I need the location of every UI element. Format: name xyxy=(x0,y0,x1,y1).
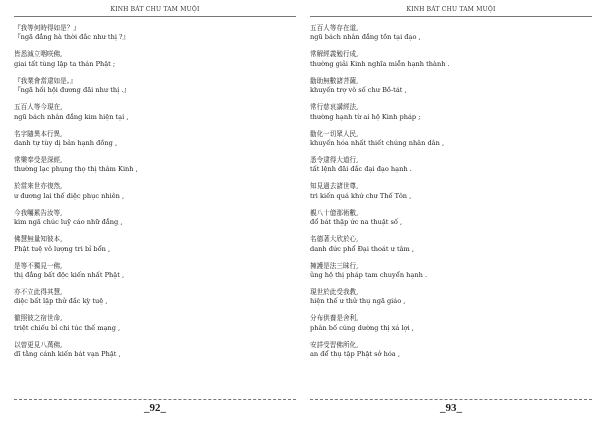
page-number: _93_ xyxy=(440,402,462,414)
right-page xyxy=(310,0,592,424)
verse-vietnamese: thường hạnh từ ai hộ Kinh pháp ; xyxy=(310,112,421,121)
verse-vietnamese: ngũ bách nhân đẳng kim hiện tại , xyxy=(14,112,129,121)
verse-chinese: 常行慈哀講經法, xyxy=(310,103,359,112)
verse-vietnamese: diệc bất lập thử đắc kỳ tuệ , xyxy=(14,297,108,306)
verse-vietnamese: danh tự tùy dị bản hạnh đồng , xyxy=(14,139,118,148)
page-number: _92_ xyxy=(144,402,166,414)
verse-chinese: 勸助無數諸菩薩, xyxy=(310,76,359,85)
verse-chinese: 佛慧無量知彼本, xyxy=(14,235,63,244)
verse-vietnamese: dĩ tằng cánh kiến bát vạn Phật , xyxy=(14,350,121,359)
verse-vietnamese: ủng hộ thị pháp tam chuyển hạnh . xyxy=(310,271,428,280)
verse-chinese: 是等不獨見一佛, xyxy=(14,261,63,270)
footer-rule xyxy=(310,399,592,400)
verse-vietnamese: thường lạc phụng thọ thị thâm Kinh , xyxy=(14,165,138,174)
verse-chinese: 擁護是法三昧行, xyxy=(310,261,359,270)
header-rule xyxy=(14,16,296,17)
verse-vietnamese: hiện thế ư thử thụ ngã giáo , xyxy=(310,297,406,306)
verse-vietnamese: thị đẳng bất độc kiến nhất Phật , xyxy=(14,271,125,280)
verse-chinese: 常解經義勉行成, xyxy=(310,50,359,59)
verse-chinese: 五百人等今現在, xyxy=(14,103,63,112)
verse-vietnamese: 『ngã hối hội đương đãi như thị .』 xyxy=(14,86,130,95)
verse-chinese: 『我等何時得如是？』 xyxy=(14,24,80,32)
verse-vietnamese: đổ bát thập ức na thuật số , xyxy=(310,218,403,227)
header-rule xyxy=(310,16,592,17)
verse-chinese: 今我囑累告汝等, xyxy=(14,208,63,217)
verse-vietnamese: ư đương lai thế diệc phục nhiên , xyxy=(14,191,125,200)
verse-chinese: 勸化一切眾人民, xyxy=(310,129,359,138)
verse-vietnamese: 『ngã đẳng hà thời đắc như thị ?』 xyxy=(14,33,130,42)
verse-chinese: 『我業會當逮如是。』 xyxy=(14,76,77,85)
verse-vietnamese: khuyến trợ vô số chư Bồ-tát , xyxy=(310,86,407,95)
verse-chinese: 名德著大欣於心, xyxy=(310,235,359,244)
verse-chinese: 五百人等存在道, xyxy=(310,24,359,32)
verse-vietnamese: khuyến hóa nhất thiết chúng nhân dân , xyxy=(310,139,445,148)
verse-vietnamese: ngũ bách nhân đẳng tồn tại đạo , xyxy=(310,33,421,42)
verse-vietnamese: phân bố cúng dường thị xá lợi , xyxy=(310,323,414,332)
left-page xyxy=(14,0,296,424)
verse-vietnamese: tri kiến quá khứ chư Thế Tôn , xyxy=(310,191,412,200)
verse-body xyxy=(14,24,296,360)
verse-chinese: 以曾更見八萬佛, xyxy=(14,340,63,349)
verse-vietnamese: giai tất tùng lập ta thán Phật ; xyxy=(14,59,116,68)
verse-chinese: 安詳受習佛所化, xyxy=(310,340,359,349)
verse-chinese: 現世於此受我教, xyxy=(310,288,359,297)
verse-chinese: 亦不立此得其慧, xyxy=(14,288,63,297)
footer-rule xyxy=(14,399,296,400)
verse-vietnamese: thường giải Kinh nghĩa miễn hạnh thành . xyxy=(310,59,450,68)
running-header: KINH BÁT CHU TAM MUỘI xyxy=(110,6,200,13)
verse-chinese: 悉令逮得大道行, xyxy=(310,156,359,165)
verse-chinese: 徹照彼之宿世命, xyxy=(14,314,63,323)
verse-chinese: 覩八十億那術數, xyxy=(310,208,359,217)
verse-chinese: 知見過去諸世尊, xyxy=(310,182,359,191)
verse-vietnamese: danh đức phổ Đại thoát ư tâm , xyxy=(310,244,414,253)
verse-vietnamese: triệt chiếu bỉ chi túc thế mạng , xyxy=(14,323,121,332)
verse-vietnamese: an để thụ tập Phật sở hóa , xyxy=(310,350,400,359)
verse-chinese: 常樂奉受是深經, xyxy=(14,156,63,165)
verse-chinese: 於當來世亦復然, xyxy=(14,182,63,191)
verse-chinese: 分布供養是舍利, xyxy=(310,314,359,323)
verse-vietnamese: Phật tuệ vô lượng tri bỉ bổn , xyxy=(14,244,111,253)
verse-chinese: 皆悉減立咽咲佛, xyxy=(14,50,63,59)
verse-chinese: 名字隨異本行異, xyxy=(14,129,63,138)
verse-vietnamese: tất lệnh đãi đắc đại đạo hạnh . xyxy=(310,165,412,174)
verse-vietnamese: kim ngã chúc luỹ cáo nhữ đẳng , xyxy=(14,218,123,227)
running-header: KINH BÁT CHU TAM MUỘI xyxy=(406,6,496,13)
verse-body xyxy=(310,24,592,360)
